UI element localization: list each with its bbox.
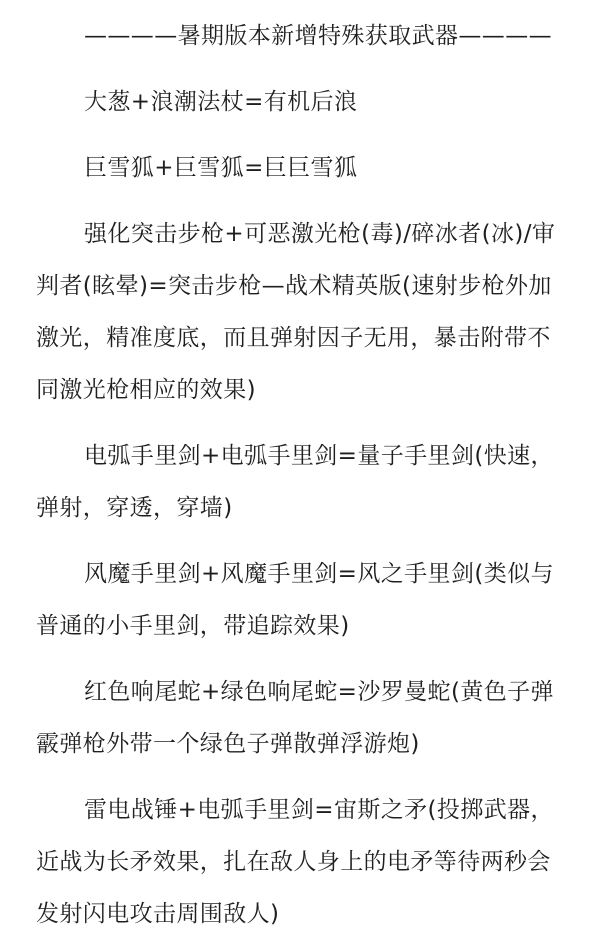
recipe-paragraph-1: 大葱+浪潮法杖=有机后浪	[84, 89, 358, 115]
recipe-paragraph-7: 雷电战锤+电弧手里剑=宙斯之矛(投掷武器，近战为长矛效果，扎在敌人身上的电矛等待两秒会发射闪电攻击周围敌人)	[36, 797, 554, 927]
recipe-paragraph-6: 红色响尾蛇+绿色响尾蛇=沙罗曼蛇(黄色子弹霰弹枪外带一个绿色子弹散弹浮游炮)	[36, 679, 554, 757]
section-heading: ————暑期版本新增特殊获取武器————	[84, 23, 552, 49]
recipe-paragraph-5: 风魔手里剑+风魔手里剑=风之手里剑(类似与普通的小手里剑，带追踪效果)	[36, 561, 554, 639]
recipe-paragraph-3: 强化突击步枪+可恶激光枪(毒)/碎冰者(冰)/审判者(眩晕)=突击步枪—战术精英版(速射步枪外加激光，精准度底，而且弹射因子无用，暴击附带不同激光枪相应的效果)	[36, 221, 556, 403]
recipe-paragraph-4: 电弧手里剑+电弧手里剑=量子手里剑(快速，弹射，穿透，穿墙)	[36, 443, 554, 521]
recipe-paragraph-2: 巨雪狐+巨雪狐=巨巨雪狐	[84, 155, 358, 181]
